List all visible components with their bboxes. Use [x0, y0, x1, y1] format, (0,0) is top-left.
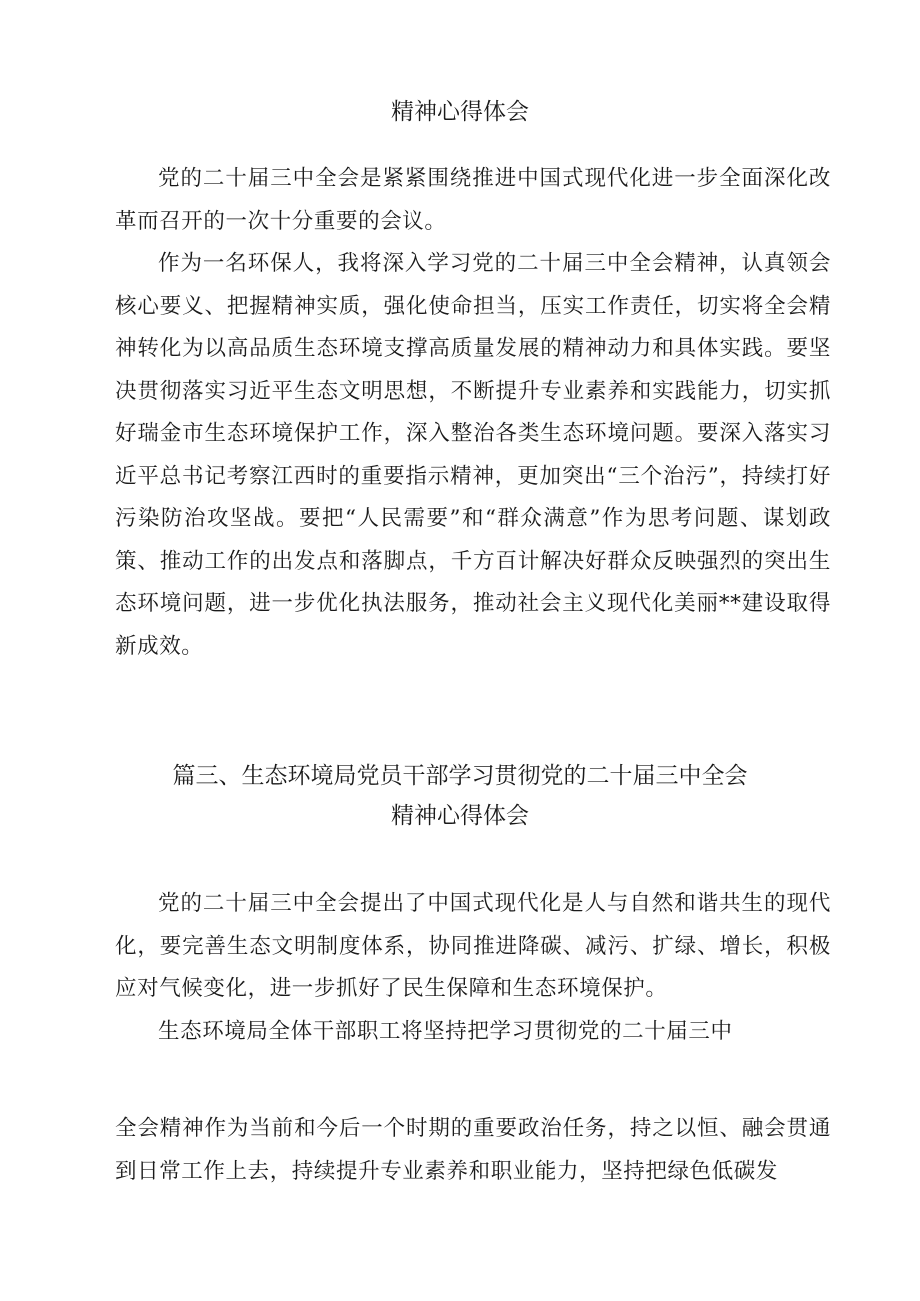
- page-heading: [0, 92, 920, 132]
- paragraph-5: 全会精神作为当前和今后一个时期的重要政治任务，持之以恒、融会贯通到日常工作上去，持续提升专业素养和职业能力，坚持把绿色低碳发: [115, 1116, 831, 1184]
- paragraph-3: 党的二十届三中全会提出了中国式现代化是人与自然和谐共生的现代化，要完善生态文明制度体系，协同推进降碳、减污、扩绿、增长，积极应对气候变化，进一步抓好了民生保障和生态环境保护。: [115, 891, 831, 1001]
- body-section-1: [115, 158, 831, 668]
- body-section-2: [115, 883, 831, 1053]
- heading-text: 精神心得体会: [391, 99, 529, 125]
- paragraph-4: 生态环境局全体干部职工将坚持把学习贯彻党的二十届三中: [158, 1018, 733, 1044]
- section-heading-line-2: 精神心得体会: [391, 803, 529, 829]
- paragraph-1: 党的二十届三中全会是紧紧围绕推进中国式现代化进一步全面深化改革而召开的一次十分重要的会议。: [115, 166, 831, 234]
- section-heading: [0, 756, 920, 836]
- body-section-3: [115, 1108, 831, 1193]
- section-heading-line-1: 篇三、生态环境局党员干部学习贯彻党的二十届三中全会: [172, 763, 748, 789]
- paragraph-2: 作为一名环保人，我将深入学习党的二十届三中全会精神，认真领会核心要义、把握精神实质，强化使命担当，压实工作责任，切实将全会精神转化为以高品质生态环境支撑高质量发展的精神动力和具体实践。要坚决贯彻落实习近平生态文明思想，不断提升专业素养和实践能力，切实抓好瑞金市生态环境保护工作，深入整治各类生态环境问题。要深入落实习近平总书记考察江西时的重要指示精神，更加突出“三个治污”，持续打好污染防治攻坚战。要把“人民需要”和“群众满意”作为思考问题、谋划政策、推动工作的出发点和落脚点，千方百计解决好群众反映强烈的突出生态环境问题，进一步优化执法服务，推动社会主义现代化美丽**建设取得新成效。: [115, 251, 831, 659]
